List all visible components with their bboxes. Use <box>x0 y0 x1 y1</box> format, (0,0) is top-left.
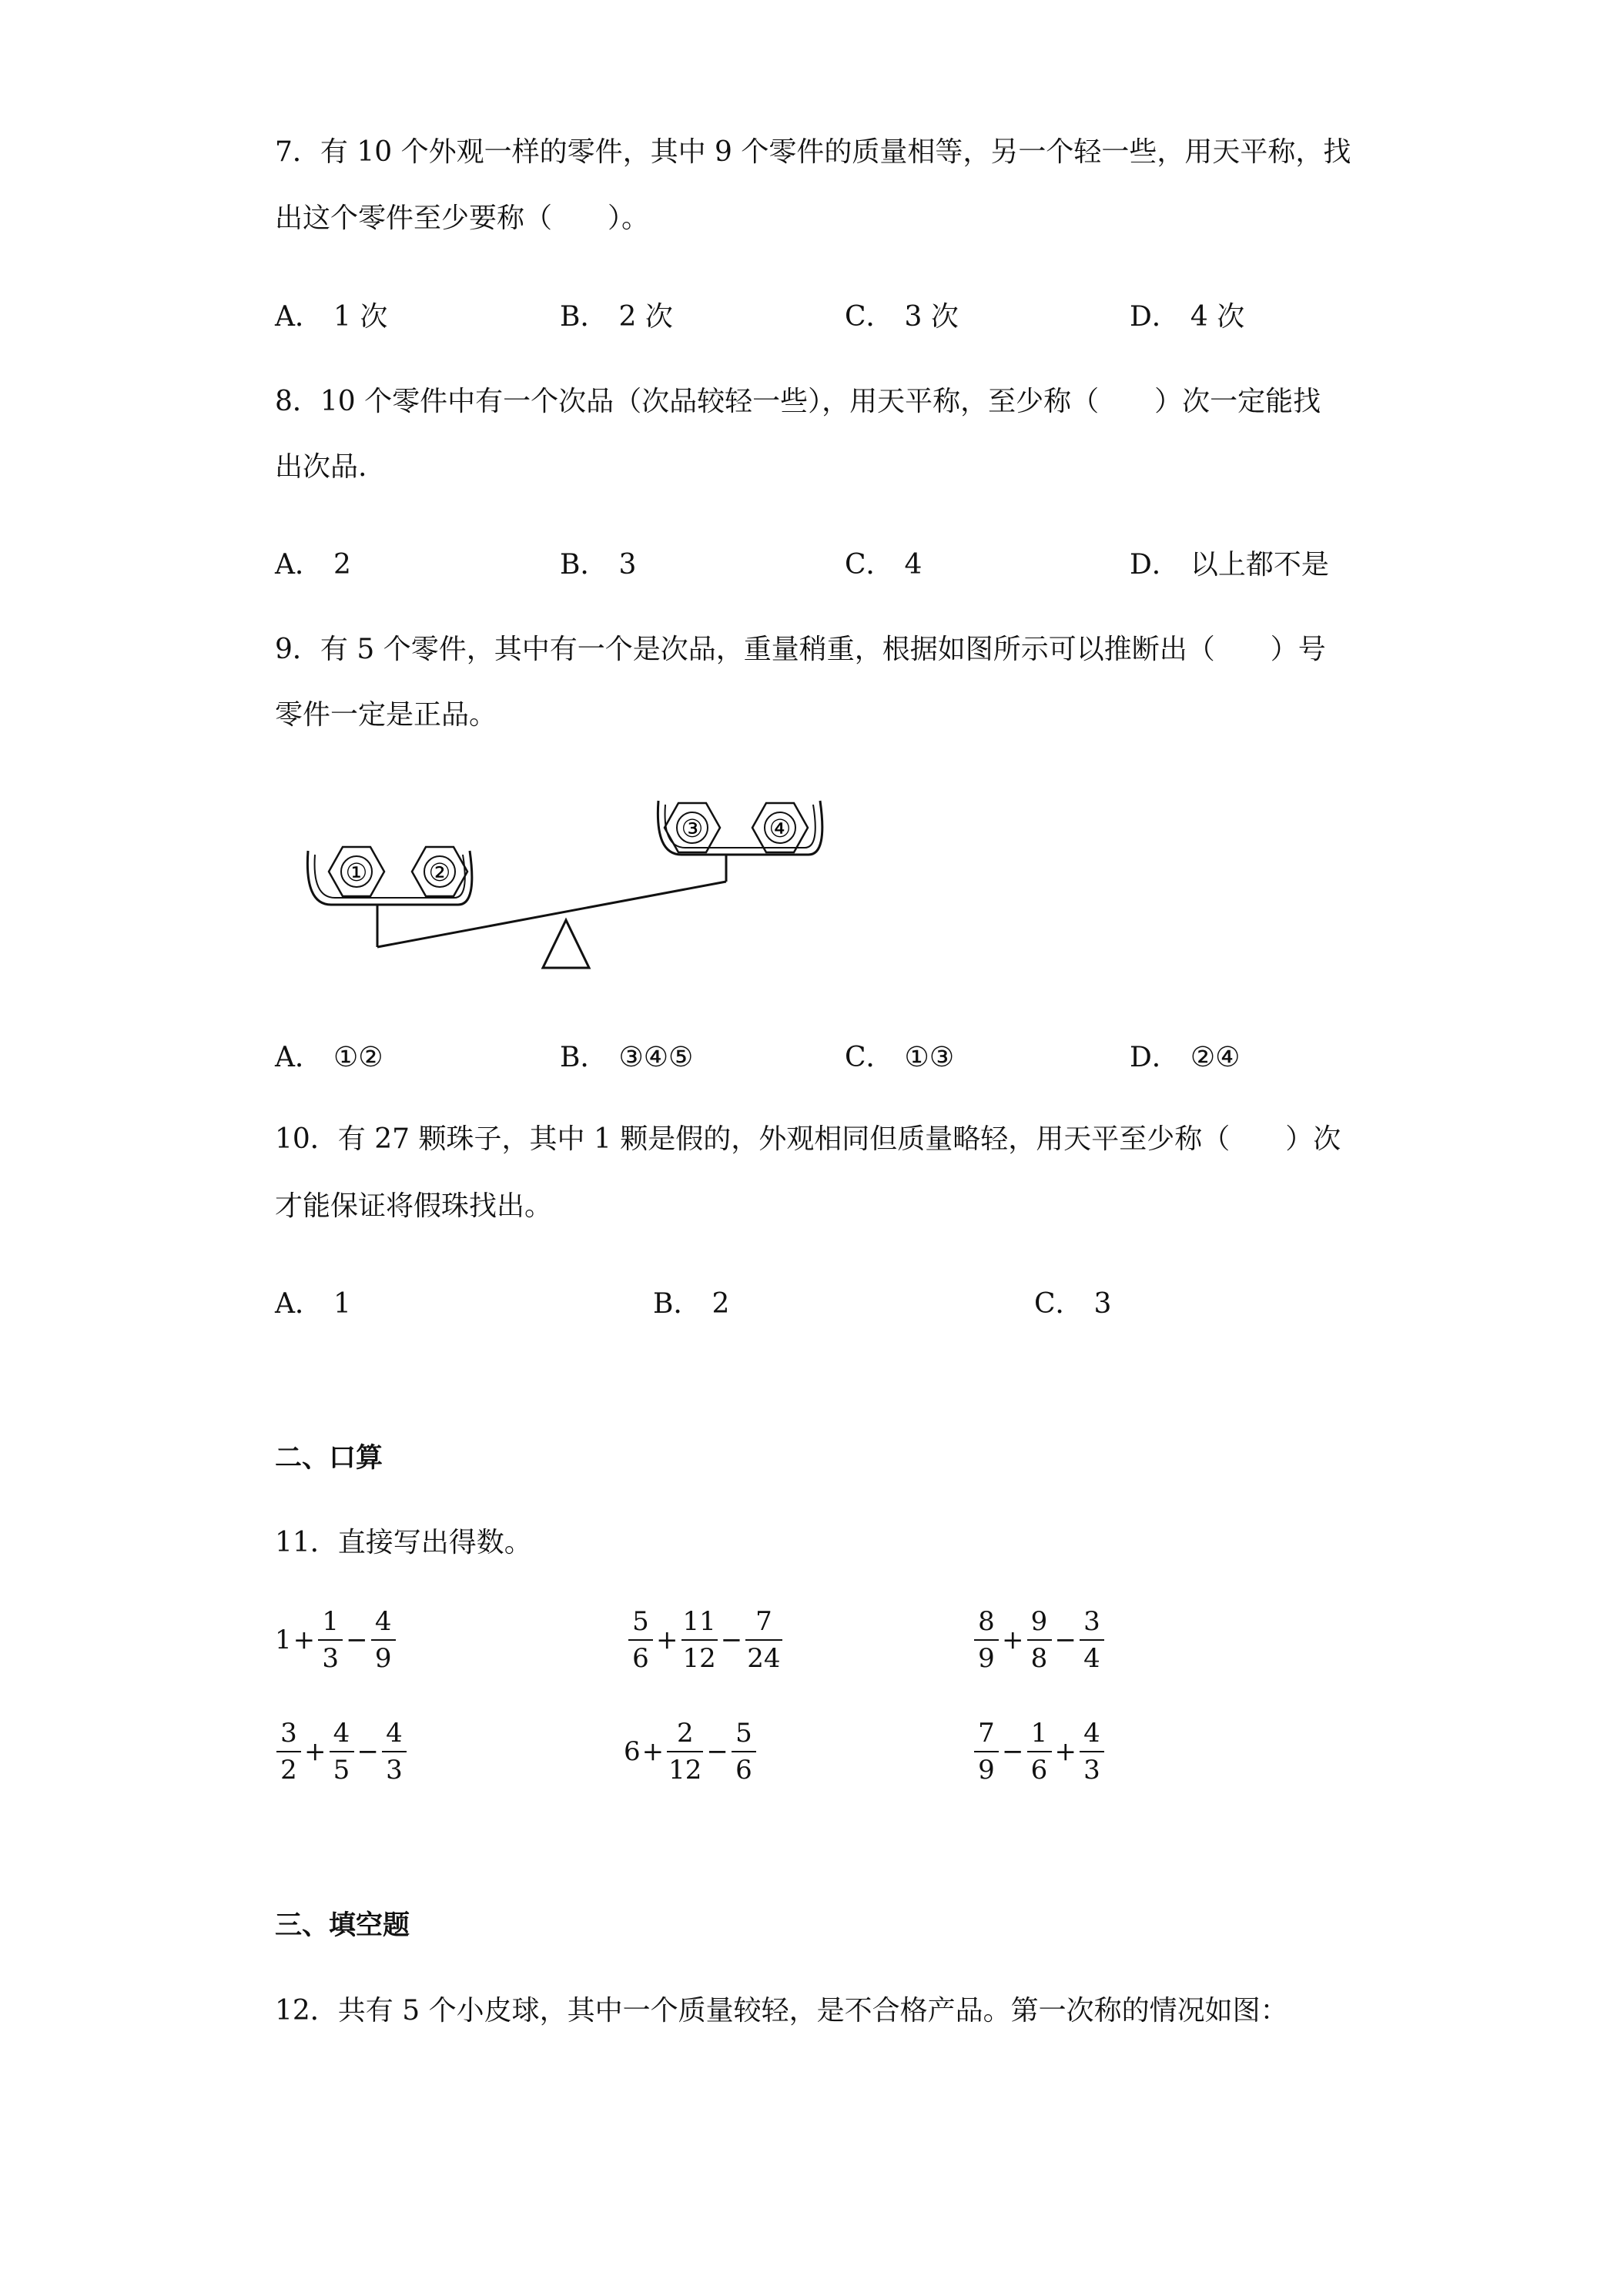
part-label-4: ④ <box>768 814 792 843</box>
q11-expression-4 <box>275 1713 408 1790</box>
q7-option-d[interactable]: D． 4 次 <box>1130 301 1245 333</box>
fraction-numerator: 4 <box>374 1606 392 1637</box>
fraction-denominator: 2 <box>276 1751 301 1783</box>
q8-option-c[interactable]: C． 4 <box>845 549 922 581</box>
q7-option-a[interactable]: A． 1 次 <box>275 301 388 333</box>
fraction-numerator: 11 <box>682 1606 716 1637</box>
expr-fraction <box>628 1608 653 1672</box>
fraction-denominator: 6 <box>628 1639 653 1672</box>
expr-fraction <box>974 1608 999 1672</box>
q8-text-line2: 出次品. <box>275 451 367 483</box>
fraction-numerator: 4 <box>1083 1718 1100 1749</box>
q11-prompt: 11．直接写出得数。 <box>275 1527 532 1558</box>
q11-expression-6 <box>973 1713 1106 1790</box>
fraction-denominator: 9 <box>974 1751 999 1783</box>
q10-option-c[interactable]: C． 3 <box>1034 1288 1112 1320</box>
q10-option-b[interactable]: B． 2 <box>653 1288 730 1320</box>
fraction-denominator: 8 <box>1027 1639 1052 1672</box>
fraction-numerator: 5 <box>632 1606 649 1637</box>
fraction-denominator: 12 <box>681 1639 718 1672</box>
q11-expression-1 <box>275 1602 397 1678</box>
q8-option-b[interactable]: B． 3 <box>560 549 637 581</box>
fraction-denominator: 24 <box>745 1639 782 1672</box>
expr-operator: + <box>656 1625 678 1655</box>
q7-option-c[interactable]: C． 3 次 <box>845 301 959 333</box>
fraction-numerator: 3 <box>1083 1606 1100 1637</box>
q9-text-line2: 零件一定是正品。 <box>275 699 497 731</box>
fraction-denominator: 4 <box>1080 1639 1104 1672</box>
q9-option-c[interactable]: C． ①③ <box>845 1042 955 1073</box>
expr-operator: − <box>357 1736 379 1767</box>
fraction-denominator: 3 <box>382 1751 407 1783</box>
expr-operator: − <box>706 1736 728 1767</box>
fraction-numerator: 1 <box>1030 1718 1048 1749</box>
q11-expression-3 <box>973 1602 1106 1678</box>
fraction-denominator: 9 <box>974 1639 999 1672</box>
expr-fraction <box>681 1608 718 1672</box>
fraction-denominator: 5 <box>330 1751 354 1783</box>
fraction-denominator: 6 <box>1027 1751 1052 1783</box>
fraction-denominator: 12 <box>667 1751 703 1783</box>
expr-fraction <box>667 1718 703 1786</box>
fraction-denominator: 3 <box>318 1639 343 1672</box>
section-heading-fill-in-blank: 三、填空题 <box>275 1910 410 1941</box>
expr-fraction <box>745 1608 782 1672</box>
expr-fraction <box>1027 1718 1052 1786</box>
q8-option-d[interactable]: D． 以上都不是 <box>1130 549 1329 581</box>
expr-operator: − <box>346 1625 368 1655</box>
expr-fraction <box>382 1718 407 1786</box>
fraction-numerator: 7 <box>978 1718 995 1749</box>
q8-option-a[interactable]: A． 2 <box>275 549 351 581</box>
expr-operator: + <box>1054 1736 1077 1767</box>
q7-option-b[interactable]: B． 2 次 <box>560 301 673 333</box>
expr-fraction <box>276 1718 301 1786</box>
expr-operator: + <box>641 1736 665 1767</box>
q7-text-line1: 7．有 10 个外观一样的零件，其中 9 个零件的质量相等，另一个轻一些，用天平称，找 <box>275 136 1351 168</box>
fulcrum-triangle <box>543 920 589 968</box>
part-label-1: ① <box>345 858 368 887</box>
expr-fraction <box>1027 1608 1052 1672</box>
q10-text-line1: 10．有 27 颗珠子，其中 1 颗是假的，外观相同但质量略轻，用天平至少称（ ）次 <box>275 1123 1341 1155</box>
q11-expression-5 <box>624 1713 758 1790</box>
q7-text-line2: 出这个零件至少要称（ ）。 <box>275 202 650 234</box>
expr-fraction <box>1080 1718 1104 1786</box>
fraction-numerator: 7 <box>755 1606 772 1637</box>
expr-fraction <box>330 1718 354 1786</box>
expr-operator: − <box>1054 1625 1077 1655</box>
expr-operator: − <box>1002 1736 1024 1767</box>
part-label-3: ③ <box>681 814 704 843</box>
fraction-numerator: 2 <box>676 1718 694 1749</box>
q10-option-a[interactable]: A． 1 <box>275 1288 351 1320</box>
part-label-2: ② <box>428 858 451 887</box>
balance-beam <box>377 882 726 947</box>
expr-fraction <box>974 1718 999 1786</box>
fraction-denominator: 6 <box>732 1751 756 1783</box>
q9-option-b[interactable]: B． ③④⑤ <box>560 1042 694 1073</box>
q9-option-a[interactable]: A． ①② <box>275 1042 383 1073</box>
expr-fraction <box>371 1608 396 1672</box>
expr-fraction <box>1080 1608 1104 1672</box>
fraction-numerator: 9 <box>1030 1606 1048 1637</box>
expr-whole-number: 1 <box>275 1625 292 1655</box>
q12-text-line1: 12．共有 5 个小皮球，其中一个质量较轻，是不合格产品。第一次称的情况如图： <box>275 1995 1288 2027</box>
fraction-numerator: 1 <box>322 1606 339 1637</box>
fraction-denominator: 9 <box>371 1639 396 1672</box>
expr-operator: + <box>1002 1625 1024 1655</box>
balance-scale-figure <box>296 793 835 978</box>
section-heading-oral-calculation: 二、口算 <box>275 1443 383 1474</box>
expr-fraction <box>318 1608 343 1672</box>
q8-text-line1: 8．10 个零件中有一个次品（次品较轻一些），用天平称，至少称（ ）次一定能找 <box>275 386 1321 417</box>
expr-operator: + <box>293 1625 316 1655</box>
q10-text-line2: 才能保证将假珠找出。 <box>275 1190 553 1222</box>
fraction-numerator: 4 <box>386 1718 403 1749</box>
q9-option-d[interactable]: D． ②④ <box>1130 1042 1241 1073</box>
expr-whole-number: 6 <box>624 1736 641 1767</box>
expr-operator: + <box>304 1736 326 1767</box>
fraction-numerator: 4 <box>333 1718 350 1749</box>
expr-fraction <box>732 1718 756 1786</box>
fraction-numerator: 5 <box>735 1718 752 1749</box>
fraction-numerator: 3 <box>280 1718 297 1749</box>
q9-text-line1: 9．有 5 个零件，其中有一个是次品，重量稍重，根据如图所示可以推断出（ ）号 <box>275 634 1326 665</box>
expr-operator: − <box>720 1625 743 1655</box>
fraction-numerator: 8 <box>978 1606 995 1637</box>
q11-expression-2 <box>627 1602 784 1678</box>
fraction-denominator: 3 <box>1080 1751 1104 1783</box>
